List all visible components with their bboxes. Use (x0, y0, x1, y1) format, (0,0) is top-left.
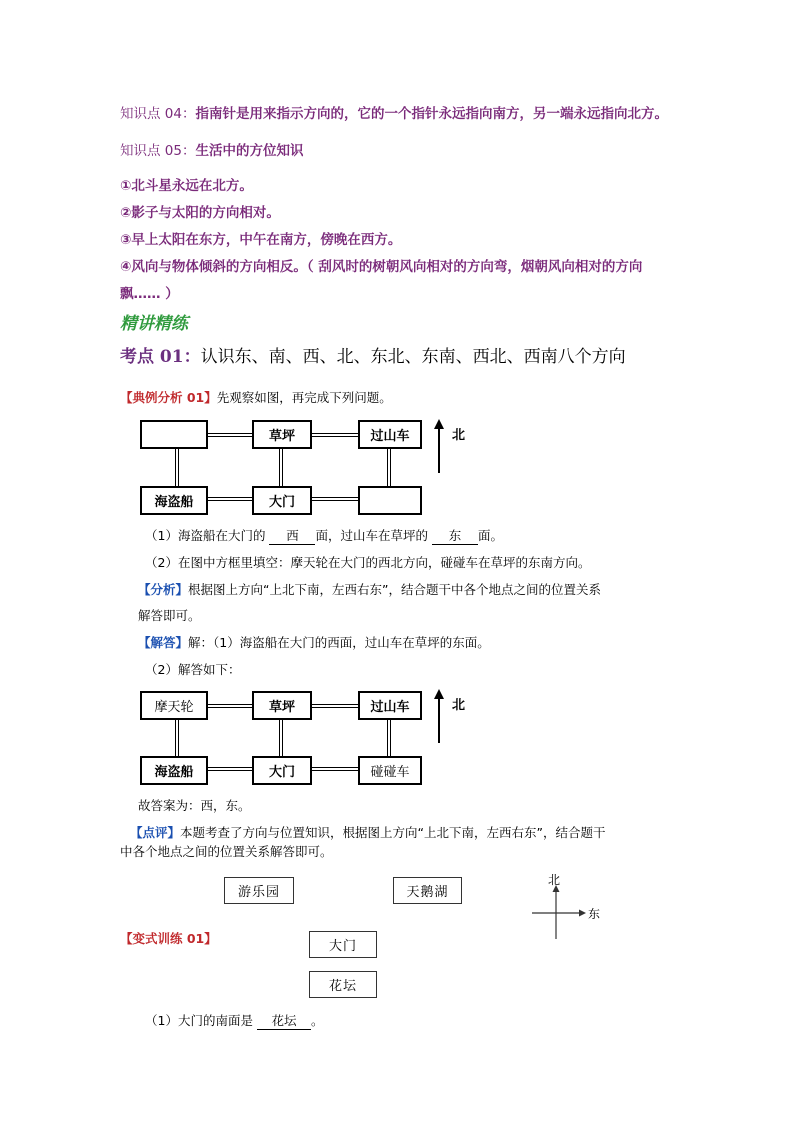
q1-text-b: 面，过山车在草坪的 (315, 528, 428, 543)
analysis-text-1: 根据图上方向“上北下南，左西右东”，结合题干中各个地点之间的位置关系 (188, 582, 601, 597)
map1-box-gate: 大门 (252, 486, 312, 515)
kaodian-text: 认识东、南、西、北、东北、东南、西北、西南八个方向 (200, 347, 626, 367)
q1-text-a: （1）海盗船在大门的 (145, 528, 266, 543)
solution-text-1: 解：（1）海盗船在大门的西面，过山车在草坪的东面。 (188, 635, 490, 650)
analysis-line-1 (138, 580, 601, 598)
vq1-text-a: （1）大门的南面是 (145, 1013, 253, 1028)
map1-box-grass: 草坪 (252, 420, 312, 449)
map1-road (208, 497, 254, 501)
variant-box-flowerbed: 花坛 (309, 971, 377, 998)
variant-tag: 【变式训练 01】 (120, 931, 217, 946)
map2-box-ferris-wheel: 摩天轮 (140, 691, 208, 720)
map1-box-empty-se (358, 486, 422, 515)
vq1-text-b: 。 (310, 1013, 324, 1028)
map1-road (279, 449, 283, 486)
map2-road (207, 704, 253, 708)
map2-north-label: 北 (452, 698, 466, 713)
question-2: （2）在图中方框里填空：摩天轮在大门的西北方向，碰碰车在草坪的东南方向。 (145, 555, 591, 570)
map2-road (208, 767, 254, 771)
map2-box-grass: 草坪 (252, 691, 312, 720)
knowledge-point-05 (120, 139, 303, 159)
map2-road (175, 720, 179, 756)
example-tag: 【典例分析 01】 (120, 390, 217, 405)
solution-line-1 (138, 633, 490, 651)
knowledge-item-4-cont: 飘…… ） (120, 286, 179, 302)
final-answer: 故答案为：西，东。 (138, 798, 251, 813)
knowledge-item-3: ③早上太阳在东方，中午在南方，傍晚在西方。 (120, 232, 402, 248)
knowledge-point-04 (120, 102, 668, 122)
example-prompt: 先观察如图，再完成下列问题。 (216, 390, 392, 405)
north-arrow-icon (432, 689, 446, 745)
map1-box-empty-nw (140, 420, 208, 449)
map1-box-coaster: 过山车 (358, 420, 422, 449)
map1-north-label: 北 (452, 428, 466, 443)
knowledge-item-4: ④风向与物体倾斜的方向相反。（ 刮风时的树朝风向相对的方向弯，烟朝风向相对的方向 (120, 259, 643, 275)
question-1 (145, 526, 503, 545)
analysis-line-2: 解答即可。 (138, 608, 201, 623)
map2-road (311, 704, 359, 708)
map2-road (387, 720, 391, 756)
knowledge-item-2: ②影子与太阳的方向相对。 (120, 205, 280, 221)
variant-box-swan-lake: 天鹅湖 (393, 877, 462, 904)
compass-east-label: 东 (588, 907, 601, 921)
variant-box-amusement-park: 游乐园 (224, 877, 294, 904)
map1-road (175, 449, 179, 486)
variant-box-gate: 大门 (309, 931, 377, 958)
comment-line-2: 中各个地点之间的位置关系解答即可。 (120, 844, 333, 859)
map1-road (311, 497, 359, 501)
comment-text-1: 本题考查了方向与位置知识，根据图上方向“上北下南，左西右东”，结合题干 (180, 825, 606, 840)
kp04-label: 知识点 04： (120, 106, 196, 122)
map2-box-coaster: 过山车 (358, 691, 422, 720)
map2-road (311, 767, 359, 771)
kaodian-label: 考点 01： (120, 347, 201, 367)
solution-tag: 【解答】 (138, 635, 189, 650)
kp05-label: 知识点 05： (120, 143, 196, 159)
q1-answer-2: 东 (432, 526, 478, 545)
comment-line-1 (130, 823, 605, 841)
solution-line-2: （2）解答如下： (145, 662, 241, 677)
map2-box-bumper-cars: 碰碰车 (358, 756, 422, 785)
kp04-text: 指南针是用来指示方向的，它的一个指针永远指向南方，另一端永远指向北方。 (195, 106, 668, 122)
variant-question-1 (145, 1011, 323, 1030)
map1-road (207, 433, 253, 437)
map2-box-gate: 大门 (252, 756, 312, 785)
map1-road (311, 433, 359, 437)
map1-box-pirate-ship: 海盗船 (140, 486, 208, 515)
section-title: 精讲精练 (120, 314, 188, 334)
kp05-text: 生活中的方位知识 (195, 143, 304, 159)
vq1-answer: 花坛 (257, 1011, 311, 1030)
compass-north-label: 北 (548, 873, 561, 887)
map1-road (387, 449, 391, 486)
map2-box-pirate-ship: 海盗船 (140, 756, 208, 785)
example-line (120, 388, 392, 406)
q1-answer-1: 西 (269, 526, 315, 545)
kaodian-heading (120, 342, 626, 367)
q1-text-c: 面。 (477, 528, 503, 543)
comment-tag: 【点评】 (130, 825, 181, 840)
knowledge-item-1: ①北斗星永远在北方。 (120, 178, 253, 194)
map2-road (279, 720, 283, 756)
compass-icon (530, 885, 586, 941)
north-arrow-icon (432, 419, 446, 475)
analysis-tag: 【分析】 (138, 582, 189, 597)
